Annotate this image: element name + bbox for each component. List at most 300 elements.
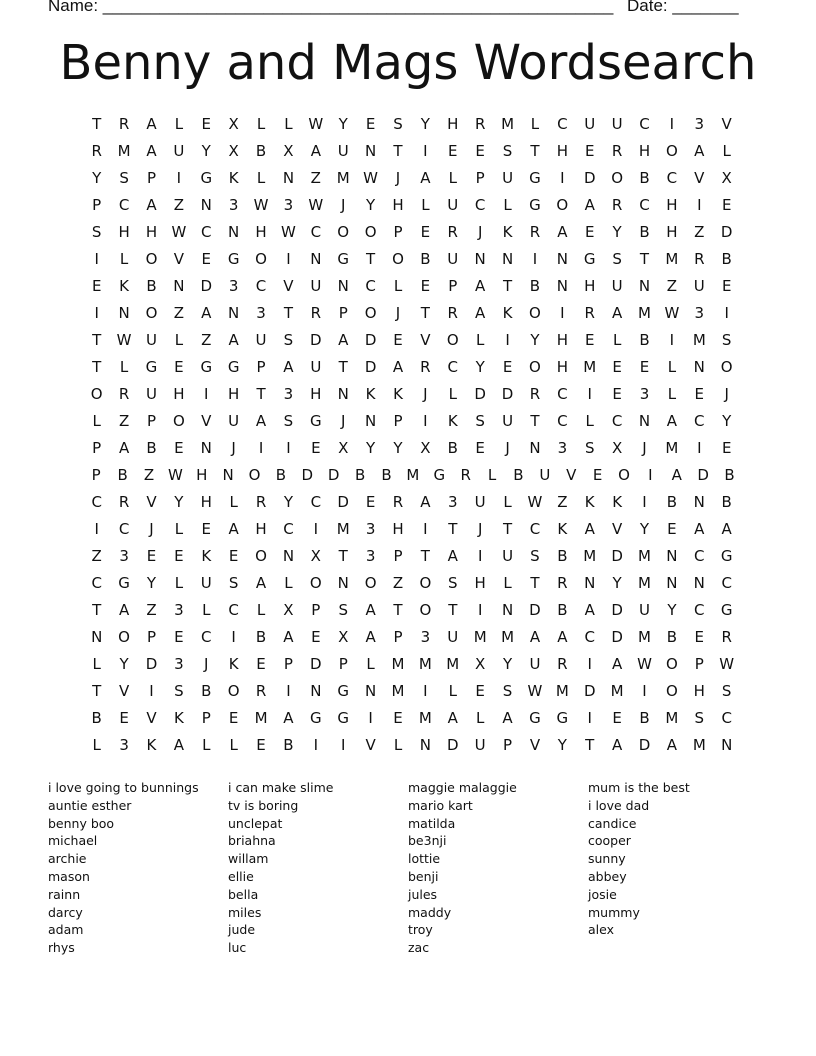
grid-letter: A (666, 736, 678, 754)
grid-letter: E (475, 142, 485, 160)
grid-letter: S (721, 331, 732, 349)
grid-letter: C (721, 709, 732, 727)
grid-letter: U (310, 358, 322, 376)
grid-letter: E (584, 142, 595, 160)
grid-letter: T (338, 547, 348, 565)
grid-letter: M (638, 574, 651, 592)
grid-letter: E (694, 628, 705, 646)
grid-letter: A (420, 493, 431, 511)
grid-row (83, 408, 743, 435)
grid-letter: E (365, 493, 376, 511)
grid-letter: L (393, 277, 403, 295)
grid-letter: P (92, 196, 102, 214)
grid-letter: I (505, 331, 510, 349)
grid-letter: R (118, 385, 130, 403)
grid-letter: L (202, 736, 211, 754)
grid-letter: G (529, 709, 541, 727)
grid-letter: I (477, 601, 483, 619)
grid-letter: W (116, 331, 132, 349)
grid-letter: S (283, 331, 294, 349)
grid-letter: U (474, 736, 486, 754)
grid-letter: N (666, 574, 678, 592)
grid-letter: K (228, 169, 239, 187)
grid-letter: G (433, 466, 446, 484)
grid-letter: T (92, 682, 102, 700)
grid-letter: I (258, 439, 264, 457)
grid-letter: K (612, 493, 623, 511)
grid-letter: U (200, 574, 212, 592)
grid-letter: B (639, 223, 650, 241)
grid-letter: I (587, 655, 592, 673)
grid-letter: J (477, 223, 483, 241)
word-item: bella (228, 886, 259, 902)
grid-letter: V (146, 493, 157, 511)
grid-row (83, 165, 743, 192)
grid-letter: G (337, 682, 350, 700)
grid-letter: D (310, 331, 322, 349)
grid-letter: O (255, 250, 267, 268)
grid-letter: R (694, 250, 705, 268)
grid-letter: C (694, 601, 705, 619)
grid-letter: C (91, 574, 102, 592)
grid-letter: E (612, 385, 622, 403)
grid-letter: C (91, 493, 102, 511)
grid-letter: C (474, 196, 486, 214)
grid-letter: P (475, 169, 485, 187)
grid-letter: V (566, 466, 577, 484)
grid-letter: Y (420, 115, 430, 133)
grid-letter: K (146, 736, 157, 754)
grid-letter: C (365, 277, 376, 295)
grid-letter: X (338, 439, 349, 457)
grid-letter: U (145, 331, 157, 349)
grid-letter: C (611, 412, 623, 430)
grid-letter: C (310, 223, 322, 241)
word-column (408, 779, 586, 957)
grid-letter: B (724, 466, 735, 484)
grid-letter: N (173, 277, 185, 295)
grid-letter: O (145, 304, 158, 322)
grid-letter: I (94, 304, 99, 322)
grid-letter: C (201, 223, 212, 241)
word-item: darcy (48, 904, 83, 920)
grid-letter: A (392, 358, 404, 376)
grid-letter: R (447, 304, 458, 322)
word-item: lottie (408, 851, 441, 867)
grid-letter: C (201, 628, 212, 646)
grid-letter: E (721, 277, 732, 295)
grid-letter: O (419, 601, 432, 619)
grid-letter: K (393, 385, 403, 403)
grid-letter: W (308, 115, 324, 133)
grid-letter: J (477, 520, 483, 538)
grid-letter: N (721, 736, 733, 754)
grid-letter: D (327, 466, 340, 484)
grid-letter: A (671, 466, 682, 484)
grid-letter: L (475, 331, 485, 349)
grid-letter: D (583, 682, 596, 700)
grid-row (83, 705, 743, 732)
grid-row (83, 273, 743, 300)
grid-letter: L (585, 412, 594, 430)
grid-letter: A (283, 358, 294, 376)
grid-letter: S (338, 601, 348, 619)
grid-letter: T (502, 277, 513, 295)
grid-letter: O (446, 331, 459, 349)
grid-letter: Z (392, 574, 404, 592)
grid-letter: J (395, 169, 401, 187)
grid-letter: Z (173, 304, 184, 322)
grid-letter: 3 (228, 277, 239, 295)
grid-letter: W (171, 223, 187, 241)
grid-letter: H (666, 196, 678, 214)
grid-row (83, 624, 743, 651)
grid-letter: X (338, 628, 349, 646)
grid-letter: A (447, 709, 458, 727)
grid-letter: I (286, 439, 291, 457)
grid-letter: G (145, 358, 158, 376)
grid-letter: N (584, 574, 596, 592)
grid-letter: M (665, 439, 679, 457)
grid-letter: H (556, 331, 568, 349)
grid-letter: Y (612, 223, 622, 241)
grid-letter: K (119, 277, 129, 295)
grid-row (83, 597, 743, 624)
grid-letter: M (638, 304, 651, 322)
grid-letter: M (610, 682, 624, 700)
grid-letter: A (118, 439, 130, 457)
grid-letter: L (256, 115, 266, 133)
grid-letter: E (448, 142, 458, 160)
grid-letter: Z (91, 547, 102, 565)
grid-letter: V (694, 169, 705, 187)
grid-letter: M (391, 655, 405, 673)
grid-letter: P (338, 655, 348, 673)
grid-letter: I (286, 682, 291, 700)
grid-letter: W (363, 169, 379, 187)
grid-letter: L (503, 574, 512, 592)
grid-letter: H (392, 196, 404, 214)
grid-letter: G (556, 709, 569, 727)
grid-letter: D (501, 385, 514, 403)
grid-row (83, 111, 743, 138)
grid-letter: L (256, 601, 266, 619)
grid-letter: H (200, 493, 212, 511)
grid-letter: S (283, 412, 294, 430)
grid-letter: J (395, 304, 401, 322)
grid-letter: C (584, 628, 595, 646)
grid-letter: O (364, 223, 377, 241)
grid-letter: O (665, 682, 678, 700)
word-column (588, 779, 766, 939)
grid-letter: H (118, 223, 130, 241)
grid-letter: V (118, 682, 130, 700)
grid-letter: D (611, 628, 623, 646)
grid-letter: R (420, 358, 431, 376)
grid-letter: M (418, 709, 432, 727)
grid-letter: M (336, 520, 350, 538)
grid-letter: U (584, 115, 596, 133)
grid-letter: Z (118, 412, 130, 430)
grid-letter: H (392, 520, 404, 538)
grid-letter: L (612, 331, 622, 349)
grid-letter: A (283, 709, 294, 727)
grid-letter: U (502, 169, 514, 187)
grid-letter: E (667, 520, 677, 538)
grid-letter: T (639, 250, 650, 268)
grid-letter: B (447, 439, 458, 457)
grid-letter: V (365, 736, 376, 754)
grid-letter: B (201, 682, 212, 700)
grid-letter: O (392, 250, 404, 268)
grid-letter: E (201, 250, 211, 268)
grid-letter: E (502, 358, 513, 376)
grid-letter: A (228, 331, 239, 349)
grid-letter: Y (92, 169, 102, 187)
grid-row (83, 138, 743, 165)
grid-letter: B (117, 466, 128, 484)
grid-letter: C (118, 520, 130, 538)
grid-letter: H (196, 466, 208, 484)
grid-letter: M (336, 169, 350, 187)
grid-letter: K (201, 547, 212, 565)
grid-letter: A (584, 520, 595, 538)
grid-letter: O (255, 547, 267, 565)
grid-letter: N (474, 250, 486, 268)
grid-letter: I (149, 682, 154, 700)
grid-row (83, 516, 743, 543)
grid-letter: A (557, 223, 568, 241)
grid-letter: H (666, 223, 678, 241)
word-item: i love dad (588, 797, 650, 813)
grid-letter: T (530, 142, 540, 160)
grid-letter: T (448, 520, 458, 538)
grid-letter: N (693, 493, 705, 511)
grid-letter: M (583, 358, 597, 376)
grid-letter: I (231, 628, 236, 646)
word-item: willam (228, 851, 269, 867)
grid-letter: W (527, 493, 543, 511)
grid-letter: B (275, 466, 287, 484)
grid-letter: B (666, 493, 678, 511)
grid-letter: Z (143, 466, 155, 484)
grid-letter: I (642, 493, 647, 511)
grid-letter: T (283, 304, 294, 322)
grid-letter: R (255, 493, 267, 511)
grid-letter: R (460, 466, 471, 484)
grid-letter: Z (310, 169, 321, 187)
grid-letter: B (146, 439, 157, 457)
grid-letter: W (527, 682, 543, 700)
grid-letter: A (611, 304, 623, 322)
page-title: Benny and Mags Wordsearch (59, 35, 757, 91)
grid-letter: R (91, 142, 102, 160)
grid-letter: P (91, 466, 101, 484)
grid-letter: O (364, 304, 377, 322)
grid-letter: 3 (119, 547, 129, 565)
grid-letter: X (283, 601, 294, 619)
date-field[interactable]: Date: _______ (627, 0, 739, 15)
grid-letter: B (255, 142, 267, 160)
grid-letter: M (555, 682, 569, 700)
word-item: mason (48, 868, 90, 884)
grid-letter: L (503, 493, 512, 511)
grid-letter: H (447, 115, 459, 133)
grid-letter: S (393, 115, 403, 133)
grid-letter: S (530, 547, 540, 565)
grid-letter: T (393, 142, 403, 160)
grid-letter: O (172, 412, 185, 430)
grid-letter: Z (173, 196, 184, 214)
grid-letter: N (200, 196, 212, 214)
grid-letter: U (639, 601, 650, 619)
grid-letter: D (638, 736, 651, 754)
grid-letter: P (311, 601, 321, 619)
grid-letter: C (694, 547, 705, 565)
word-item: josie (588, 886, 617, 902)
grid-letter: A (365, 601, 376, 619)
grid-letter: E (119, 709, 129, 727)
grid-letter: O (618, 466, 630, 484)
grid-letter: P (146, 412, 156, 430)
grid-letter: Y (530, 331, 540, 349)
grid-letter: G (529, 196, 541, 214)
grid-row (83, 732, 743, 759)
grid-letter: Y (146, 574, 157, 592)
grid-letter: I (423, 520, 428, 538)
word-item: matilda (408, 815, 456, 831)
grid-letter: A (146, 115, 157, 133)
grid-row (83, 651, 743, 678)
grid-letter: A (611, 736, 623, 754)
word-item: candice (588, 815, 637, 831)
grid-letter: E (174, 439, 184, 457)
grid-letter: C (639, 196, 650, 214)
grid-letter: M (446, 655, 460, 673)
grid-letter: D (697, 466, 709, 484)
grid-letter: N (693, 358, 705, 376)
grid-letter: G (337, 709, 350, 727)
grid-letter: M (254, 709, 268, 727)
grid-letter: U (310, 277, 322, 295)
grid-letter: P (283, 655, 293, 673)
grid-letter: N (228, 223, 240, 241)
grid-letter: N (364, 682, 377, 700)
grid-letter: I (642, 682, 647, 700)
grid-letter: R (310, 304, 322, 322)
word-item: sunny (588, 851, 626, 867)
grid-letter: X (310, 547, 321, 565)
grid-letter: M (418, 655, 432, 673)
grid-letter: I (286, 250, 291, 268)
grid-letter: X (420, 439, 431, 457)
grid-letter: E (146, 547, 157, 565)
grid-letter: N (556, 250, 568, 268)
word-item: luc (228, 940, 247, 956)
grid-letter: N (501, 250, 514, 268)
grid-letter: U (447, 196, 459, 214)
grid-letter: L (92, 736, 101, 754)
grid-letter: I (648, 466, 653, 484)
word-item: mummy (588, 904, 640, 920)
grid-letter: J (340, 412, 346, 430)
grid-letter: E (201, 115, 211, 133)
grid-row (83, 192, 743, 219)
grid-letter: 3 (283, 196, 294, 214)
grid-letter: E (475, 439, 485, 457)
grid-letter: C (255, 277, 267, 295)
grid-letter: M (391, 682, 405, 700)
grid-letter: Y (667, 601, 677, 619)
grid-letter: H (584, 277, 596, 295)
grid-letter: J (642, 439, 647, 457)
grid-letter: E (228, 547, 239, 565)
grid-letter: A (502, 709, 513, 727)
grid-letter: O (118, 628, 130, 646)
grid-letter: V (420, 331, 431, 349)
grid-letter: N (228, 304, 240, 322)
grid-letter: G (720, 601, 733, 619)
grid-letter: 3 (365, 520, 376, 538)
grid-letter: U (447, 628, 459, 646)
grid-letter: Y (283, 493, 294, 511)
grid-letter: A (721, 520, 732, 538)
grid-letter: I (669, 115, 675, 133)
grid-letter: K (502, 223, 513, 241)
grid-letter: P (503, 736, 513, 754)
grid-letter: L (202, 601, 211, 619)
grid-letter: B (513, 466, 524, 484)
grid-letter: 3 (228, 196, 239, 214)
word-item: jules (408, 886, 438, 902)
word-column (48, 779, 226, 957)
grid-letter: L (92, 655, 101, 673)
grid-letter: A (584, 601, 595, 619)
grid-letter: L (667, 358, 677, 376)
grid-letter: X (228, 115, 239, 133)
grid-letter: 3 (365, 547, 376, 565)
grid-letter: M (406, 466, 420, 484)
grid-letter: J (149, 520, 154, 538)
grid-letter: L (366, 655, 375, 673)
grid-letter: N (337, 574, 349, 592)
grid-letter: H (474, 574, 486, 592)
grid-letter: I (587, 385, 592, 403)
grid-letter: A (255, 574, 267, 592)
word-item: ellie (228, 868, 254, 884)
name-field[interactable]: Name: ______________________________________________________ (48, 0, 614, 15)
grid-letter: L (448, 169, 457, 187)
grid-letter: D (529, 601, 541, 619)
grid-letter: O (248, 466, 261, 484)
grid-letter: C (447, 358, 459, 376)
grid-letter: A (475, 277, 486, 295)
grid-letter: S (475, 412, 485, 430)
grid-letter: A (529, 628, 541, 646)
grid-letter: H (228, 385, 240, 403)
grid-letter: C (721, 574, 732, 592)
grid-letter: P (256, 358, 266, 376)
grid-letter: G (529, 169, 541, 187)
grid-letter: A (310, 142, 321, 160)
grid-letter: T (420, 547, 430, 565)
grid-letter: U (539, 466, 551, 484)
grid-letter: N (222, 466, 234, 484)
grid-letter: C (557, 385, 568, 403)
grid-letter: E (228, 709, 239, 727)
grid-letter: P (393, 628, 403, 646)
grid-letter: G (200, 169, 213, 187)
